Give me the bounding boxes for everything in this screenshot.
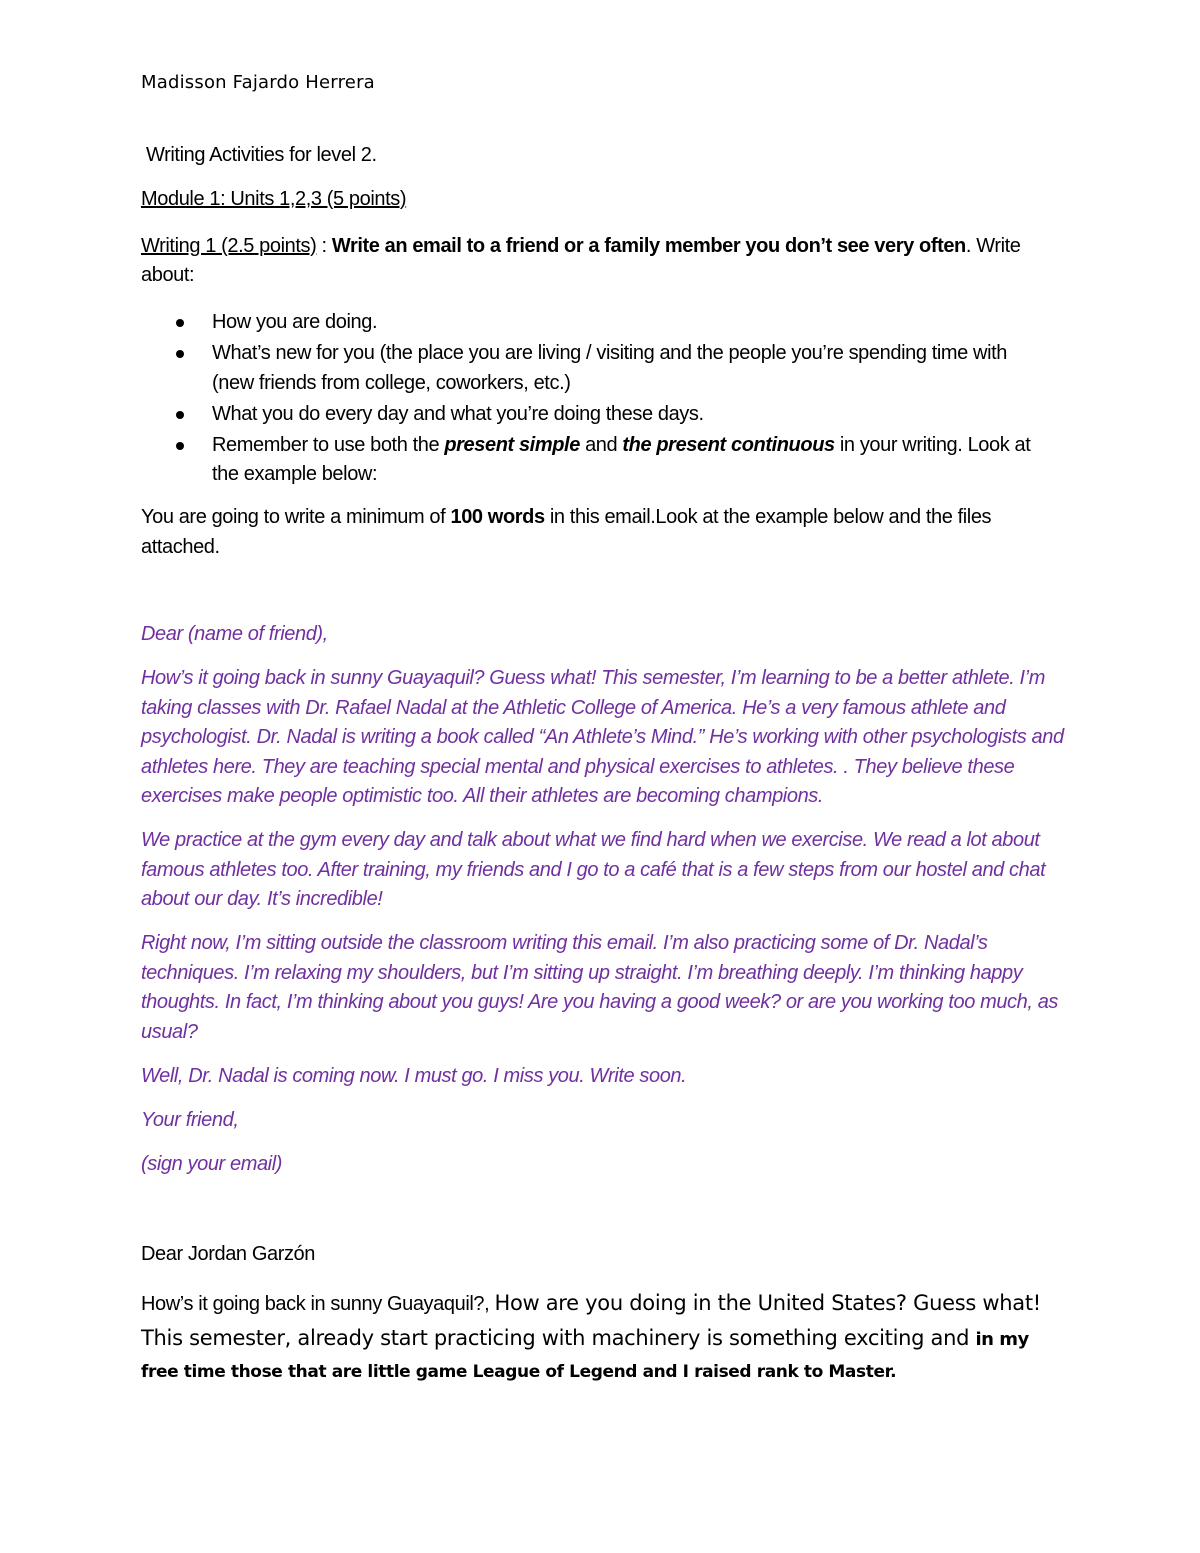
minimum-text: in this email.Look at the example below and the files attached. (141, 506, 992, 558)
emphasis-present-simple: present simple (444, 433, 580, 456)
bullet-text: What’s new for you (the place you are living / visiting and the people you’re spending time with (new friends from college, coworkers, etc.) (212, 342, 1008, 394)
minimum-text: You are going to write a minimum of (141, 506, 451, 528)
emphasis-present-continuous: the present continuous (622, 433, 835, 456)
example-paragraph: Right now, I’m sitting outside the classroom writing this email. I’m also practicing some of Dr. Nadal’s techniques. I’m relaxing my shoulders, but I’m sitting up straight. I’m breathing deeply. I’m thinking happy thoughts. In fact, I’m thinking about you guys! Are you having a good week? or are you working too much, as usual? (141, 932, 1059, 1043)
bullet-icon (176, 319, 184, 327)
reply-text: How’s it going back in sunny Guayaquil?, (141, 1293, 495, 1315)
example-closing: Your friend, (141, 1108, 239, 1131)
bullet-icon (176, 350, 184, 358)
bullet-text: and (579, 433, 623, 456)
list-item (141, 339, 1051, 398)
instruction-list (141, 308, 1051, 491)
example-paragraph: Well, Dr. Nadal is coming now. I must go. I miss you. Write soon. (141, 1064, 687, 1087)
bullet-text: Remember to use both the (212, 433, 445, 456)
writing-instructions (141, 232, 1051, 290)
bullet-text: How you are doing. (212, 311, 378, 333)
list-item (141, 400, 1051, 430)
writing-rest: . Write about: (141, 235, 1021, 286)
example-paragraph: How’s it going back in sunny Guayaquil? Guess what! This semester, I’m learning to be a better athlete. I’m taking classes with Dr. Rafael Nadal at the Athletic College of America. He’s a very famous athlete and psychologist. Dr. Nadal is writing a book called “An Athlete’s Mind.” He’s working with other psychologists and athletes here. They are teaching special mental and physical exercises to athletes. . They believe these exercises make people optimistic too. All their athletes are becoming champions. (141, 667, 1064, 807)
example-signature: (sign your email) (141, 1152, 283, 1175)
reply-greeting: Dear Jordan Garzón (141, 1243, 316, 1265)
bullet-icon (176, 411, 184, 419)
list-item (141, 308, 1051, 338)
bullet-icon (176, 442, 184, 450)
example-email (141, 620, 1071, 1194)
reply-body (141, 1287, 1071, 1357)
writing-separator: : (316, 235, 332, 257)
example-greeting: Dear (name of friend), (141, 623, 328, 645)
bullet-text: What you do every day and what you’re doing these days. (212, 402, 704, 425)
reply-text: in my (975, 1329, 1029, 1350)
bullet-text: in your writing. Look at the example below: (212, 433, 1031, 485)
word-minimum-note (141, 503, 1051, 562)
student-email (141, 1240, 1071, 1387)
writing-task: Write an email to a friend or a family member you don’t see very often (331, 235, 966, 257)
word-count: 100 words (450, 506, 545, 528)
reply-text: How are you doing in the United States? Guess what! This semester, already start practicing with machinery is something exciting and (141, 1291, 1041, 1350)
module-heading: Module 1: Units 1,2,3 (5 points) (141, 188, 407, 210)
example-paragraph: We practice at the gym every day and talk about what we find hard when we exercise. We read a lot about famous athletes too. After training, my friends and I go to a café that is a few steps from our hostel and chat about our day. It’s incredible! (141, 829, 1046, 910)
author-name: Madisson Fajardo Herrera (141, 72, 375, 93)
writing-label: Writing 1 (2.5 points) (141, 235, 317, 257)
activity-title: Writing Activities for level 2. (146, 144, 377, 166)
reply-text: free time those that are little game League of Legend and I raised rank to Master. (141, 1362, 897, 1382)
list-item (141, 431, 1051, 490)
